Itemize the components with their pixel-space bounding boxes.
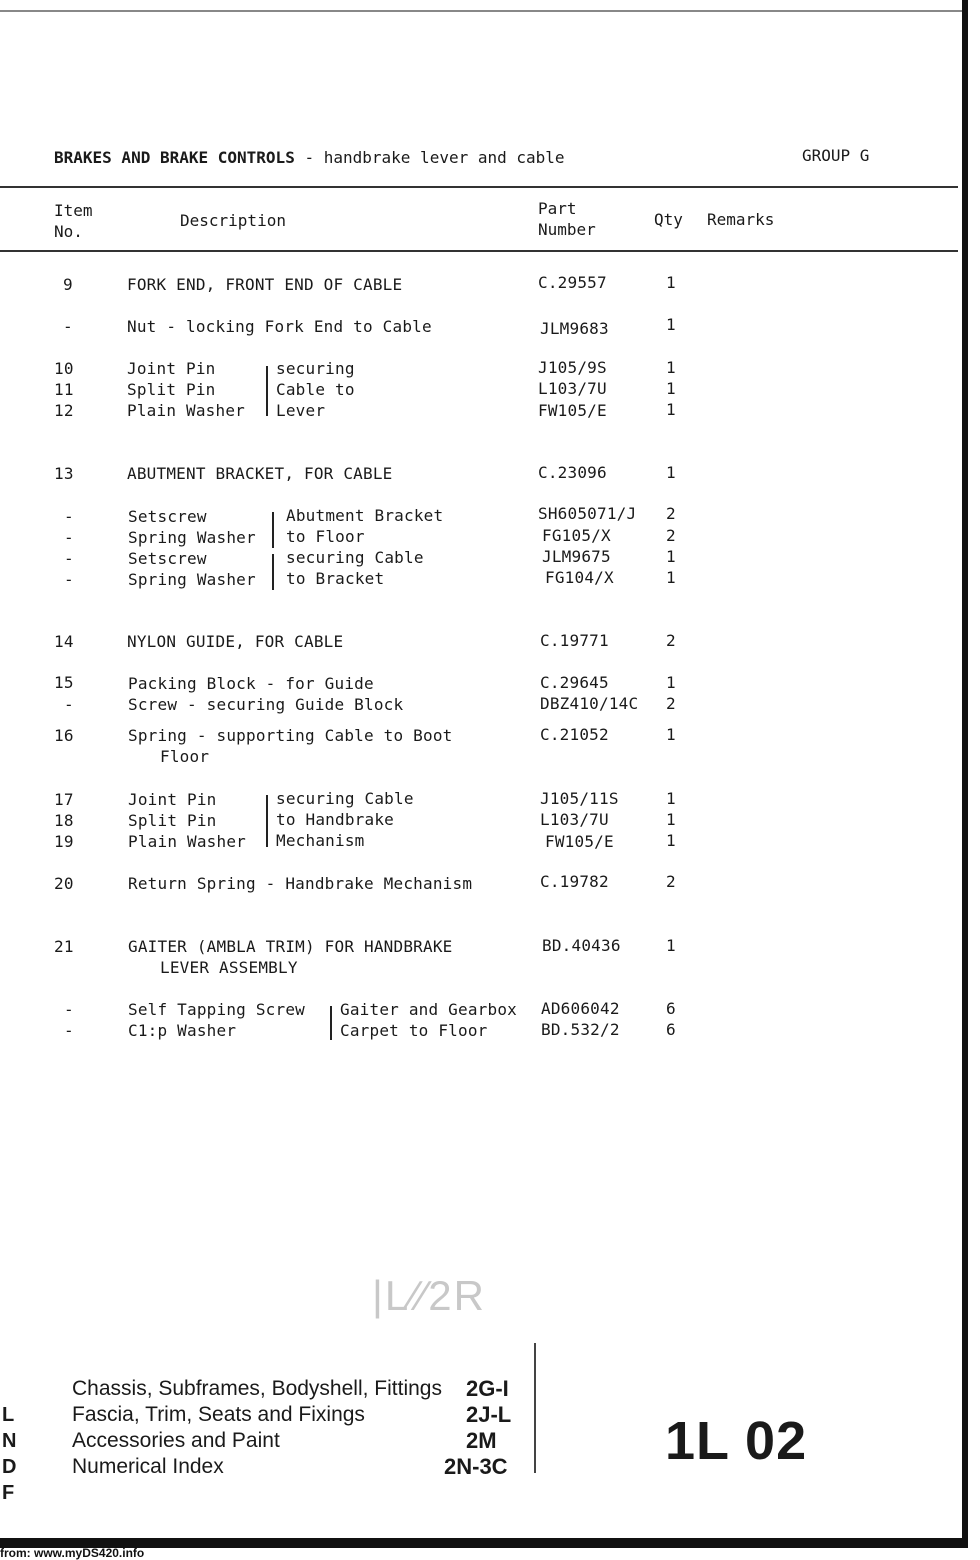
row-qty: 1 (666, 725, 676, 744)
row-qty: 1 (666, 831, 676, 850)
row-description: Joint Pin (127, 359, 216, 378)
row-qty: 1 (666, 789, 676, 808)
bracket-text: Mechanism (276, 831, 365, 850)
row-qty: 2 (666, 504, 676, 523)
row-item-no: 11 (54, 380, 74, 399)
row-part-number: J105/9S (538, 358, 607, 377)
row-description: Plain Washer (128, 832, 246, 851)
row-description: FORK END, FRONT END OF CABLE (127, 275, 403, 294)
row-description: Spring Washer (128, 528, 256, 547)
bracket-text: Gaiter and Gearbox (340, 1000, 517, 1019)
row-part-number: SH605071/J (538, 504, 637, 523)
row-part-number: C.29645 (540, 673, 609, 692)
side-letter: F (2, 1482, 15, 1504)
scan-bottom-edge (0, 1538, 968, 1548)
side-letter: D (2, 1456, 17, 1478)
row-part-number: DBZ410/14C (540, 694, 639, 713)
row-description: Packing Block - for Guide (128, 674, 374, 693)
row-item-no: 17 (54, 790, 74, 809)
col-header-description: Description (180, 211, 286, 230)
faint-stamp: |L⁄⁄2R (372, 1272, 486, 1319)
row-item-no: - (64, 1021, 74, 1040)
bracket-bar (330, 1006, 332, 1040)
row-part-number: L103/7U (540, 810, 609, 829)
scan-right-edge (962, 0, 968, 1545)
col-header-no: No. (54, 222, 83, 241)
bracket-text: securing (276, 359, 355, 378)
row-description: Setscrew (128, 549, 207, 568)
row-part-number: BD.532/2 (541, 1020, 620, 1039)
row-qty: 2 (666, 631, 676, 650)
row-description: Screw - securing Guide Block (128, 695, 404, 714)
row-qty: 1 (666, 547, 676, 566)
col-header-part: Part (538, 199, 577, 218)
bracket-text: to Handbrake (276, 810, 394, 829)
row-qty: 2 (666, 694, 676, 713)
index-label: Numerical Index (72, 1455, 224, 1478)
index-label: Chassis, Subframes, Bodyshell, Fittings (72, 1377, 442, 1400)
row-item-no: 21 (54, 937, 74, 956)
col-header-item: Item (54, 201, 93, 220)
bracket-text: to Bracket (286, 569, 385, 588)
row-part-number: FG104/X (545, 568, 614, 587)
row-part-number: FW105/E (545, 832, 614, 851)
bracket-text: Lever (276, 401, 326, 420)
row-part-number: BD.40436 (542, 936, 621, 955)
row-item-no: 10 (54, 359, 74, 378)
row-part-number: FG105/X (542, 526, 611, 545)
fiche-number: 1L 02 (665, 1411, 808, 1471)
bracket-text: to Floor (286, 527, 365, 546)
row-description: Return Spring - Handbrake Mechanism (128, 874, 473, 893)
row-qty: 1 (666, 379, 676, 398)
row-qty: 1 (666, 810, 676, 829)
row-description: Spring Washer (128, 570, 256, 589)
bracket-text: securing Cable (276, 789, 414, 808)
title-subsection: - handbrake lever and cable (294, 148, 565, 167)
row-item-no: - (64, 570, 74, 589)
row-part-number: AD606042 (541, 999, 620, 1018)
row-item-no: - (64, 507, 74, 526)
col-header-remarks: Remarks (707, 210, 775, 229)
bracket-bar (266, 366, 268, 416)
row-description: Spring - supporting Cable to Boot (128, 726, 453, 745)
bracket-bar (266, 795, 268, 847)
row-part-number: J105/11S (540, 789, 619, 808)
row-item-no: 16 (54, 726, 74, 745)
row-part-number: C.23096 (538, 463, 607, 482)
row-qty: 1 (666, 400, 676, 419)
row-qty: 1 (666, 358, 676, 377)
row-description: GAITER (AMBLA TRIM) FOR HANDBRAKE (128, 937, 453, 956)
side-letter: L (2, 1404, 15, 1426)
row-description: C1:p Washer (128, 1021, 237, 1040)
source-credit: from: www.myDS420.info (0, 1546, 145, 1560)
title-section: BRAKES AND BRAKE CONTROLS (54, 148, 295, 167)
col-header-qty: Qty (654, 210, 683, 229)
row-item-no: 18 (54, 811, 74, 830)
row-qty: 1 (666, 568, 676, 587)
header-top-rule (0, 186, 958, 188)
row-part-number: C.29557 (538, 273, 607, 292)
bracket-text: Cable to (276, 380, 355, 399)
row-qty: 1 (666, 273, 676, 292)
row-item-no: - (64, 549, 74, 568)
row-description: Self Tapping Screw (128, 1000, 305, 1019)
row-item-no: 9 (63, 275, 73, 294)
row-qty: 6 (666, 999, 676, 1018)
row-item-no: - (64, 528, 74, 547)
row-qty: 6 (666, 1020, 676, 1039)
row-description-continued: Floor (160, 747, 210, 766)
row-qty: 1 (666, 315, 676, 334)
index-code: 2N-3C (444, 1454, 508, 1479)
row-item-no: 20 (54, 874, 74, 893)
row-item-no: 13 (54, 464, 74, 483)
row-description: Nut - locking Fork End to Cable (127, 317, 432, 336)
row-item-no: - (63, 317, 73, 336)
row-item-no: 15 (54, 673, 74, 692)
index-code: 2J-L (466, 1402, 512, 1427)
row-item-no: 12 (54, 401, 74, 420)
row-item-no: 19 (54, 832, 74, 851)
row-item-no: - (64, 1000, 74, 1019)
row-description: Split Pin (127, 380, 216, 399)
index-code: 2M (466, 1428, 497, 1453)
row-part-number: C.19771 (540, 631, 609, 650)
row-part-number: FW105/E (538, 401, 607, 420)
row-item-no: 14 (54, 632, 74, 651)
row-description: Split Pin (128, 811, 217, 830)
row-qty: 1 (666, 673, 676, 692)
group-label: GROUP G (802, 146, 870, 165)
row-part-number: JLM9675 (542, 547, 611, 566)
row-qty: 2 (666, 872, 676, 891)
row-qty: 2 (666, 526, 676, 545)
bracket-bar (272, 554, 274, 590)
row-part-number: JLM9683 (540, 319, 609, 338)
bracket-text: Carpet to Floor (340, 1021, 488, 1040)
bracket-text: securing Cable (286, 548, 424, 567)
scan-top-edge (0, 10, 962, 12)
row-description: Setscrew (128, 507, 207, 526)
side-letter: N (2, 1430, 17, 1452)
page-title (54, 148, 565, 167)
row-description-continued: LEVER ASSEMBLY (160, 958, 298, 977)
row-part-number: L103/7U (538, 379, 607, 398)
bracket-text: Abutment Bracket (286, 506, 444, 525)
bracket-bar (272, 512, 274, 548)
col-header-number: Number (538, 220, 596, 239)
row-part-number: C.21052 (540, 725, 609, 744)
row-item-no: - (64, 695, 74, 714)
index-code: 2G-I (466, 1376, 509, 1401)
header-bottom-rule (0, 250, 958, 252)
row-description: NYLON GUIDE, FOR CABLE (127, 632, 344, 651)
row-description: ABUTMENT BRACKET, FOR CABLE (127, 464, 393, 483)
row-qty: 1 (666, 936, 676, 955)
index-label: Fascia, Trim, Seats and Fixings (72, 1403, 365, 1426)
row-description: Joint Pin (128, 790, 217, 809)
row-description: Plain Washer (127, 401, 245, 420)
footer-divider (534, 1343, 536, 1473)
row-part-number: C.19782 (540, 872, 609, 891)
index-label: Accessories and Paint (72, 1429, 280, 1452)
row-qty: 1 (666, 463, 676, 482)
